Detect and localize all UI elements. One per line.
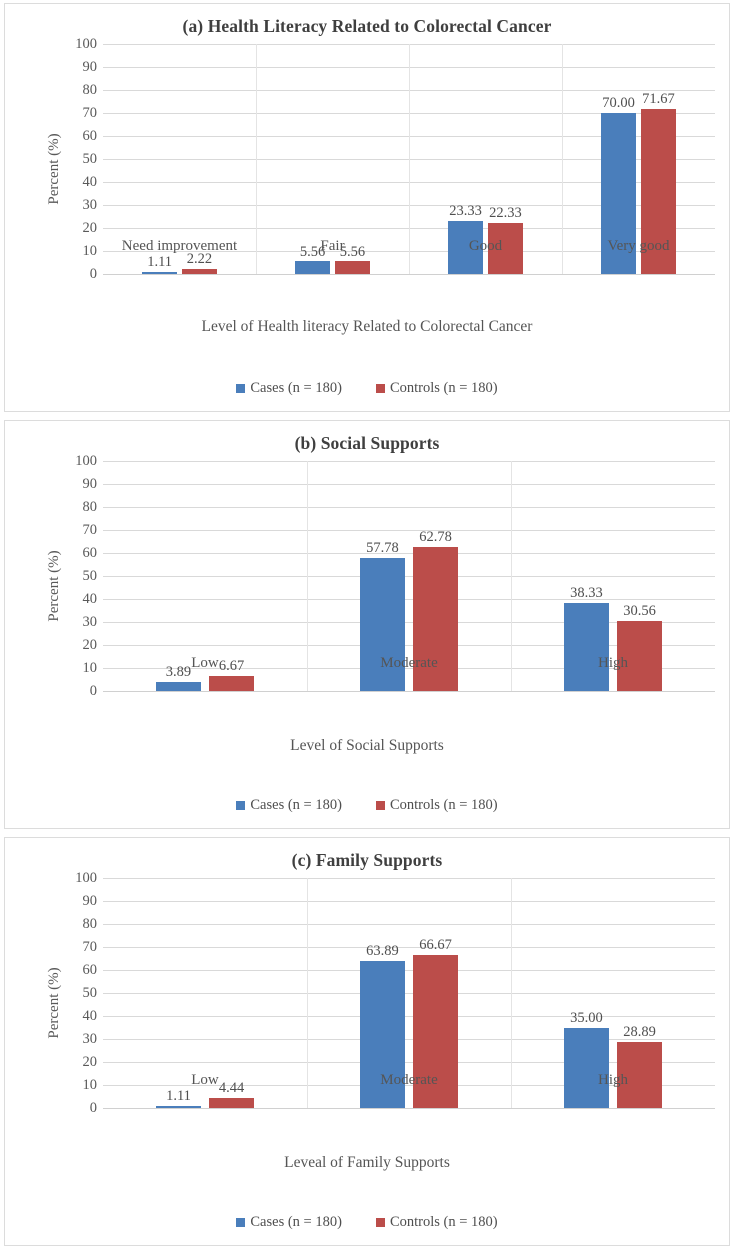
legend-swatch-controls-icon (376, 384, 385, 393)
bar-column[interactable] (182, 251, 216, 274)
y-tick-label: 10 (82, 1077, 97, 1093)
y-tick-label: 30 (82, 197, 97, 213)
legend-item-cases (236, 797, 342, 814)
x-axis-label-a: Level of Health literacy Related to Colorectal Cancer (201, 318, 533, 336)
y-axis-ticks-c (57, 870, 97, 1116)
y-tick-label: 20 (82, 1054, 97, 1070)
bar-cases[interactable] (156, 682, 202, 691)
y-tick-label: 30 (82, 614, 97, 630)
y-tick-label: 70 (82, 522, 97, 538)
bar-controls[interactable] (182, 269, 216, 274)
y-tick-label: 40 (82, 1008, 97, 1024)
legend-item-controls (376, 380, 498, 397)
legend-a (5, 380, 729, 397)
x-tick-label: Low (191, 1072, 219, 1088)
bar-controls[interactable] (335, 261, 369, 274)
y-tick-label: 0 (89, 1100, 97, 1116)
bar-value-label: 22.33 (489, 204, 522, 221)
y-tick-label: 50 (82, 985, 97, 1001)
bar-value-label: 5.56 (299, 243, 326, 260)
gridline (103, 274, 715, 275)
bar-cases[interactable] (564, 1028, 610, 1109)
y-tick-label: 60 (82, 545, 97, 561)
y-tick-label: 40 (82, 591, 97, 607)
y-axis-label-c: Percent (%) (46, 967, 63, 1039)
y-tick-label: 10 (82, 243, 97, 259)
x-tick-label: Moderate (380, 655, 438, 671)
bar-value-label: 38.33 (570, 585, 603, 602)
y-tick-label: 10 (82, 660, 97, 676)
legend-item-controls (376, 797, 498, 814)
bar-column[interactable] (335, 243, 369, 274)
chart-title-a: (a) Health Literacy Related to Colorectal Cancer (182, 16, 552, 36)
x-tick-label: High (598, 655, 628, 671)
bar-value-label: 35.00 (570, 1009, 603, 1026)
y-tick-label: 50 (82, 568, 97, 584)
bar-value-label: 2.22 (186, 251, 213, 268)
bar-value-label: 1.11 (166, 1087, 191, 1104)
y-axis-ticks-b (57, 453, 97, 699)
y-tick-label: 50 (82, 151, 97, 167)
y-tick-label: 40 (82, 174, 97, 190)
bar-column[interactable] (156, 1087, 202, 1109)
bar-column[interactable] (209, 1080, 255, 1108)
legend-item-cases (236, 380, 342, 397)
y-tick-label: 80 (82, 916, 97, 932)
bar-value-label: 62.78 (419, 528, 452, 545)
legend-label-cases: Cases (n = 180) (250, 380, 342, 396)
bar-column[interactable] (156, 664, 202, 691)
chart-panel-a (4, 3, 730, 412)
y-tick-label: 100 (75, 36, 97, 52)
bar-controls[interactable] (209, 1098, 255, 1108)
y-tick-label: 90 (82, 59, 97, 75)
gridline (103, 691, 715, 692)
x-tick-label: Moderate (380, 1072, 438, 1088)
x-axis-categories-b (103, 655, 715, 672)
x-tick-label: Fair (320, 238, 345, 254)
y-tick-label: 0 (89, 266, 97, 282)
plot-block-c (5, 870, 729, 1128)
x-axis-label-b: Level of Social Supports (290, 737, 444, 755)
y-tick-label: 60 (82, 962, 97, 978)
legend-swatch-controls-icon (376, 1218, 385, 1227)
bar-cases[interactable] (564, 603, 610, 691)
gridline (103, 1108, 715, 1109)
bar-column[interactable] (209, 657, 255, 691)
bar-value-label: 4.44 (218, 1080, 245, 1097)
y-tick-label: 100 (75, 453, 97, 469)
y-tick-label: 90 (82, 893, 97, 909)
bar-value-label: 30.56 (623, 603, 656, 620)
legend-b (5, 797, 729, 814)
x-axis-categories-c (103, 1072, 715, 1089)
y-tick-label: 70 (82, 105, 97, 121)
chart-panel-c (4, 837, 730, 1246)
x-tick-label: Very good (607, 238, 670, 254)
legend-label-controls: Controls (n = 180) (389, 380, 498, 396)
legend-label-cases: Cases (n = 180) (250, 1214, 342, 1230)
bar-cases[interactable] (142, 272, 176, 275)
legend-item-controls (376, 1214, 498, 1231)
y-axis-label-b: Percent (%) (46, 550, 63, 622)
x-tick-label: Low (191, 655, 219, 671)
bar-controls[interactable] (209, 676, 255, 691)
bar-column[interactable] (564, 585, 610, 691)
x-tick-label: Need improvement (121, 238, 238, 254)
bar-value-label: 66.67 (419, 936, 452, 953)
bar-value-label: 71.67 (642, 91, 675, 108)
y-tick-label: 70 (82, 939, 97, 955)
legend-swatch-cases-icon (236, 384, 245, 393)
legend-swatch-controls-icon (376, 801, 385, 810)
bar-column[interactable] (142, 253, 176, 275)
legend-c (5, 1214, 729, 1231)
bar-value-label: 1.11 (147, 253, 173, 270)
legend-label-controls: Controls (n = 180) (389, 1214, 498, 1230)
bar-value-label: 5.56 (339, 243, 366, 260)
x-tick-label: High (598, 1072, 628, 1088)
bar-cases[interactable] (295, 261, 329, 274)
x-axis-label-c: Leveal of Family Supports (284, 1154, 450, 1172)
bar-value-label: 3.89 (165, 664, 192, 681)
bar-value-label: 28.89 (623, 1023, 656, 1040)
bar-value-label: 63.89 (366, 943, 399, 960)
bar-column[interactable] (564, 1009, 610, 1109)
y-tick-label: 100 (75, 870, 97, 886)
legend-item-cases (236, 1214, 342, 1231)
bar-value-label: 57.78 (366, 540, 399, 557)
chart-title-c: (c) Family Supports (291, 850, 443, 870)
bar-column[interactable] (295, 243, 329, 274)
y-tick-label: 30 (82, 1031, 97, 1047)
plot-block-a (5, 36, 729, 294)
legend-swatch-cases-icon (236, 1218, 245, 1227)
bar-value-label: 23.33 (449, 202, 482, 219)
y-tick-label: 90 (82, 476, 97, 492)
legend-label-cases: Cases (n = 180) (250, 797, 342, 813)
bar-cases[interactable] (156, 1106, 202, 1109)
plot-block-b (5, 453, 729, 711)
x-tick-label: Good (468, 238, 503, 254)
legend-swatch-cases-icon (236, 801, 245, 810)
y-tick-label: 60 (82, 128, 97, 144)
y-tick-label: 0 (89, 683, 97, 699)
y-tick-label: 80 (82, 82, 97, 98)
bar-value-label: 6.67 (218, 657, 245, 674)
x-axis-categories-a (103, 238, 715, 255)
y-axis-ticks-a (57, 36, 97, 282)
legend-label-controls: Controls (n = 180) (389, 797, 498, 813)
y-tick-label: 20 (82, 220, 97, 236)
bar-value-label: 70.00 (602, 95, 635, 112)
y-tick-label: 80 (82, 499, 97, 515)
chart-panel-b (4, 420, 730, 829)
y-tick-label: 20 (82, 637, 97, 653)
chart-title-b: (b) Social Supports (294, 433, 440, 453)
y-axis-label-a: Percent (%) (46, 133, 63, 205)
